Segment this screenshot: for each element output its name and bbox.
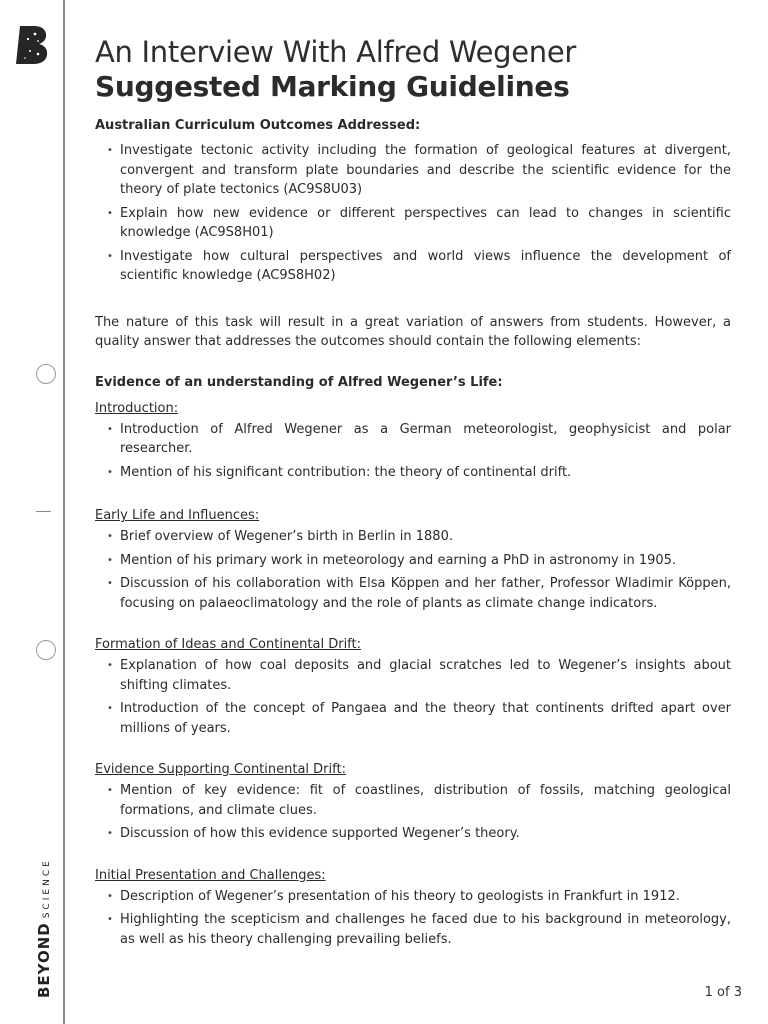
- fold-mark: [36, 511, 51, 512]
- brand-word-science: SCIENCE: [42, 858, 52, 919]
- list-item: • Investigate how cultural perspectives and world views influence the development of scientific knowledge (AC9S8H02): [95, 247, 731, 286]
- brand-word-beyond: BEYOND: [35, 922, 53, 998]
- section-title: Introduction:: [95, 400, 179, 416]
- binder-hole: [36, 640, 56, 660]
- section-early-life: [95, 506, 731, 613]
- list-item: • Introduction of Alfred Wegener as a German meteorologist, geophysicist and polar researcher.: [95, 420, 731, 459]
- list-item: • Introduction of the concept of Pangaea and the theory that continents drifted apart over millions of years.: [95, 699, 731, 738]
- section-title: Formation of Ideas and Continental Drift:: [95, 637, 362, 652]
- list-item: • Mention of his significant contribution: the theory of continental drift.: [95, 463, 731, 483]
- list-item: • Mention of key evidence: fit of coastlines, distribution of fossils, matching geological formations, and climate clues.: [95, 781, 731, 820]
- intro-paragraph: The nature of this task will result in a great variation of answers from students. However, a quality answer that addresses the outcomes should contain the following elements:: [95, 314, 731, 349]
- list-item: • Mention of his primary work in meteorology and earning a PhD in astronomy in 1905.: [95, 551, 731, 571]
- list-item: • Highlighting the scepticism and challenges he faced due to his background in meteorology, as well as his theory challenging prevailing beliefs.: [95, 910, 731, 949]
- section-formation-of-ideas: [95, 635, 731, 738]
- list-item: • Explain how new evidence or different perspectives can lead to changes in scientific knowledge (AC9S8H01): [95, 204, 731, 243]
- section-introduction: [95, 399, 731, 483]
- beyond-b-logo-icon: [14, 24, 52, 66]
- section-title: Initial Presentation and Challenges:: [95, 867, 326, 883]
- list-item: • Discussion of his collaboration with Elsa Köppen and her father, Professor Wladimir Köppen, focusing on palaeoclimatology and the role of plants as climate change indicators.: [95, 574, 731, 613]
- margin-rule: [63, 0, 65, 1024]
- list-item: • Discussion of how this evidence supported Wegener’s theory.: [95, 824, 731, 844]
- list-item: • Explanation of how coal deposits and glacial scratches led to Wegener’s insights about shifting climates.: [95, 656, 731, 695]
- list-item: • Brief overview of Wegener’s birth in Berlin in 1880.: [95, 527, 731, 547]
- document-subtitle: Suggested Marking Guidelines: [95, 70, 570, 103]
- binder-hole: [36, 364, 56, 384]
- section-evidence-supporting: [95, 760, 731, 844]
- section-initial-presentation: [95, 866, 731, 950]
- evidence-heading: Evidence of an understanding of Alfred Wegener’s Life:: [95, 374, 503, 390]
- outcomes-list: [95, 141, 731, 286]
- document-body: [95, 34, 731, 953]
- section-title: Early Life and Influences:: [95, 508, 260, 523]
- page-number: 1 of 3: [704, 985, 742, 1000]
- outcomes-heading: Australian Curriculum Outcomes Addressed:: [95, 118, 421, 133]
- section-title: Evidence Supporting Continental Drift:: [95, 762, 346, 777]
- list-item: • Description of Wegener’s presentation of his theory to geologists in Frankfurt in 1912.: [95, 887, 731, 907]
- document-title: An Interview With Alfred Wegener: [95, 35, 577, 69]
- brand-wordmark: [34, 858, 53, 998]
- list-item: • Investigate tectonic activity including the formation of geological features at divergent, convergent and transform plate boundaries and describe the scientific evidence for the theory of plate tectonics (AC9S8U03): [95, 141, 731, 200]
